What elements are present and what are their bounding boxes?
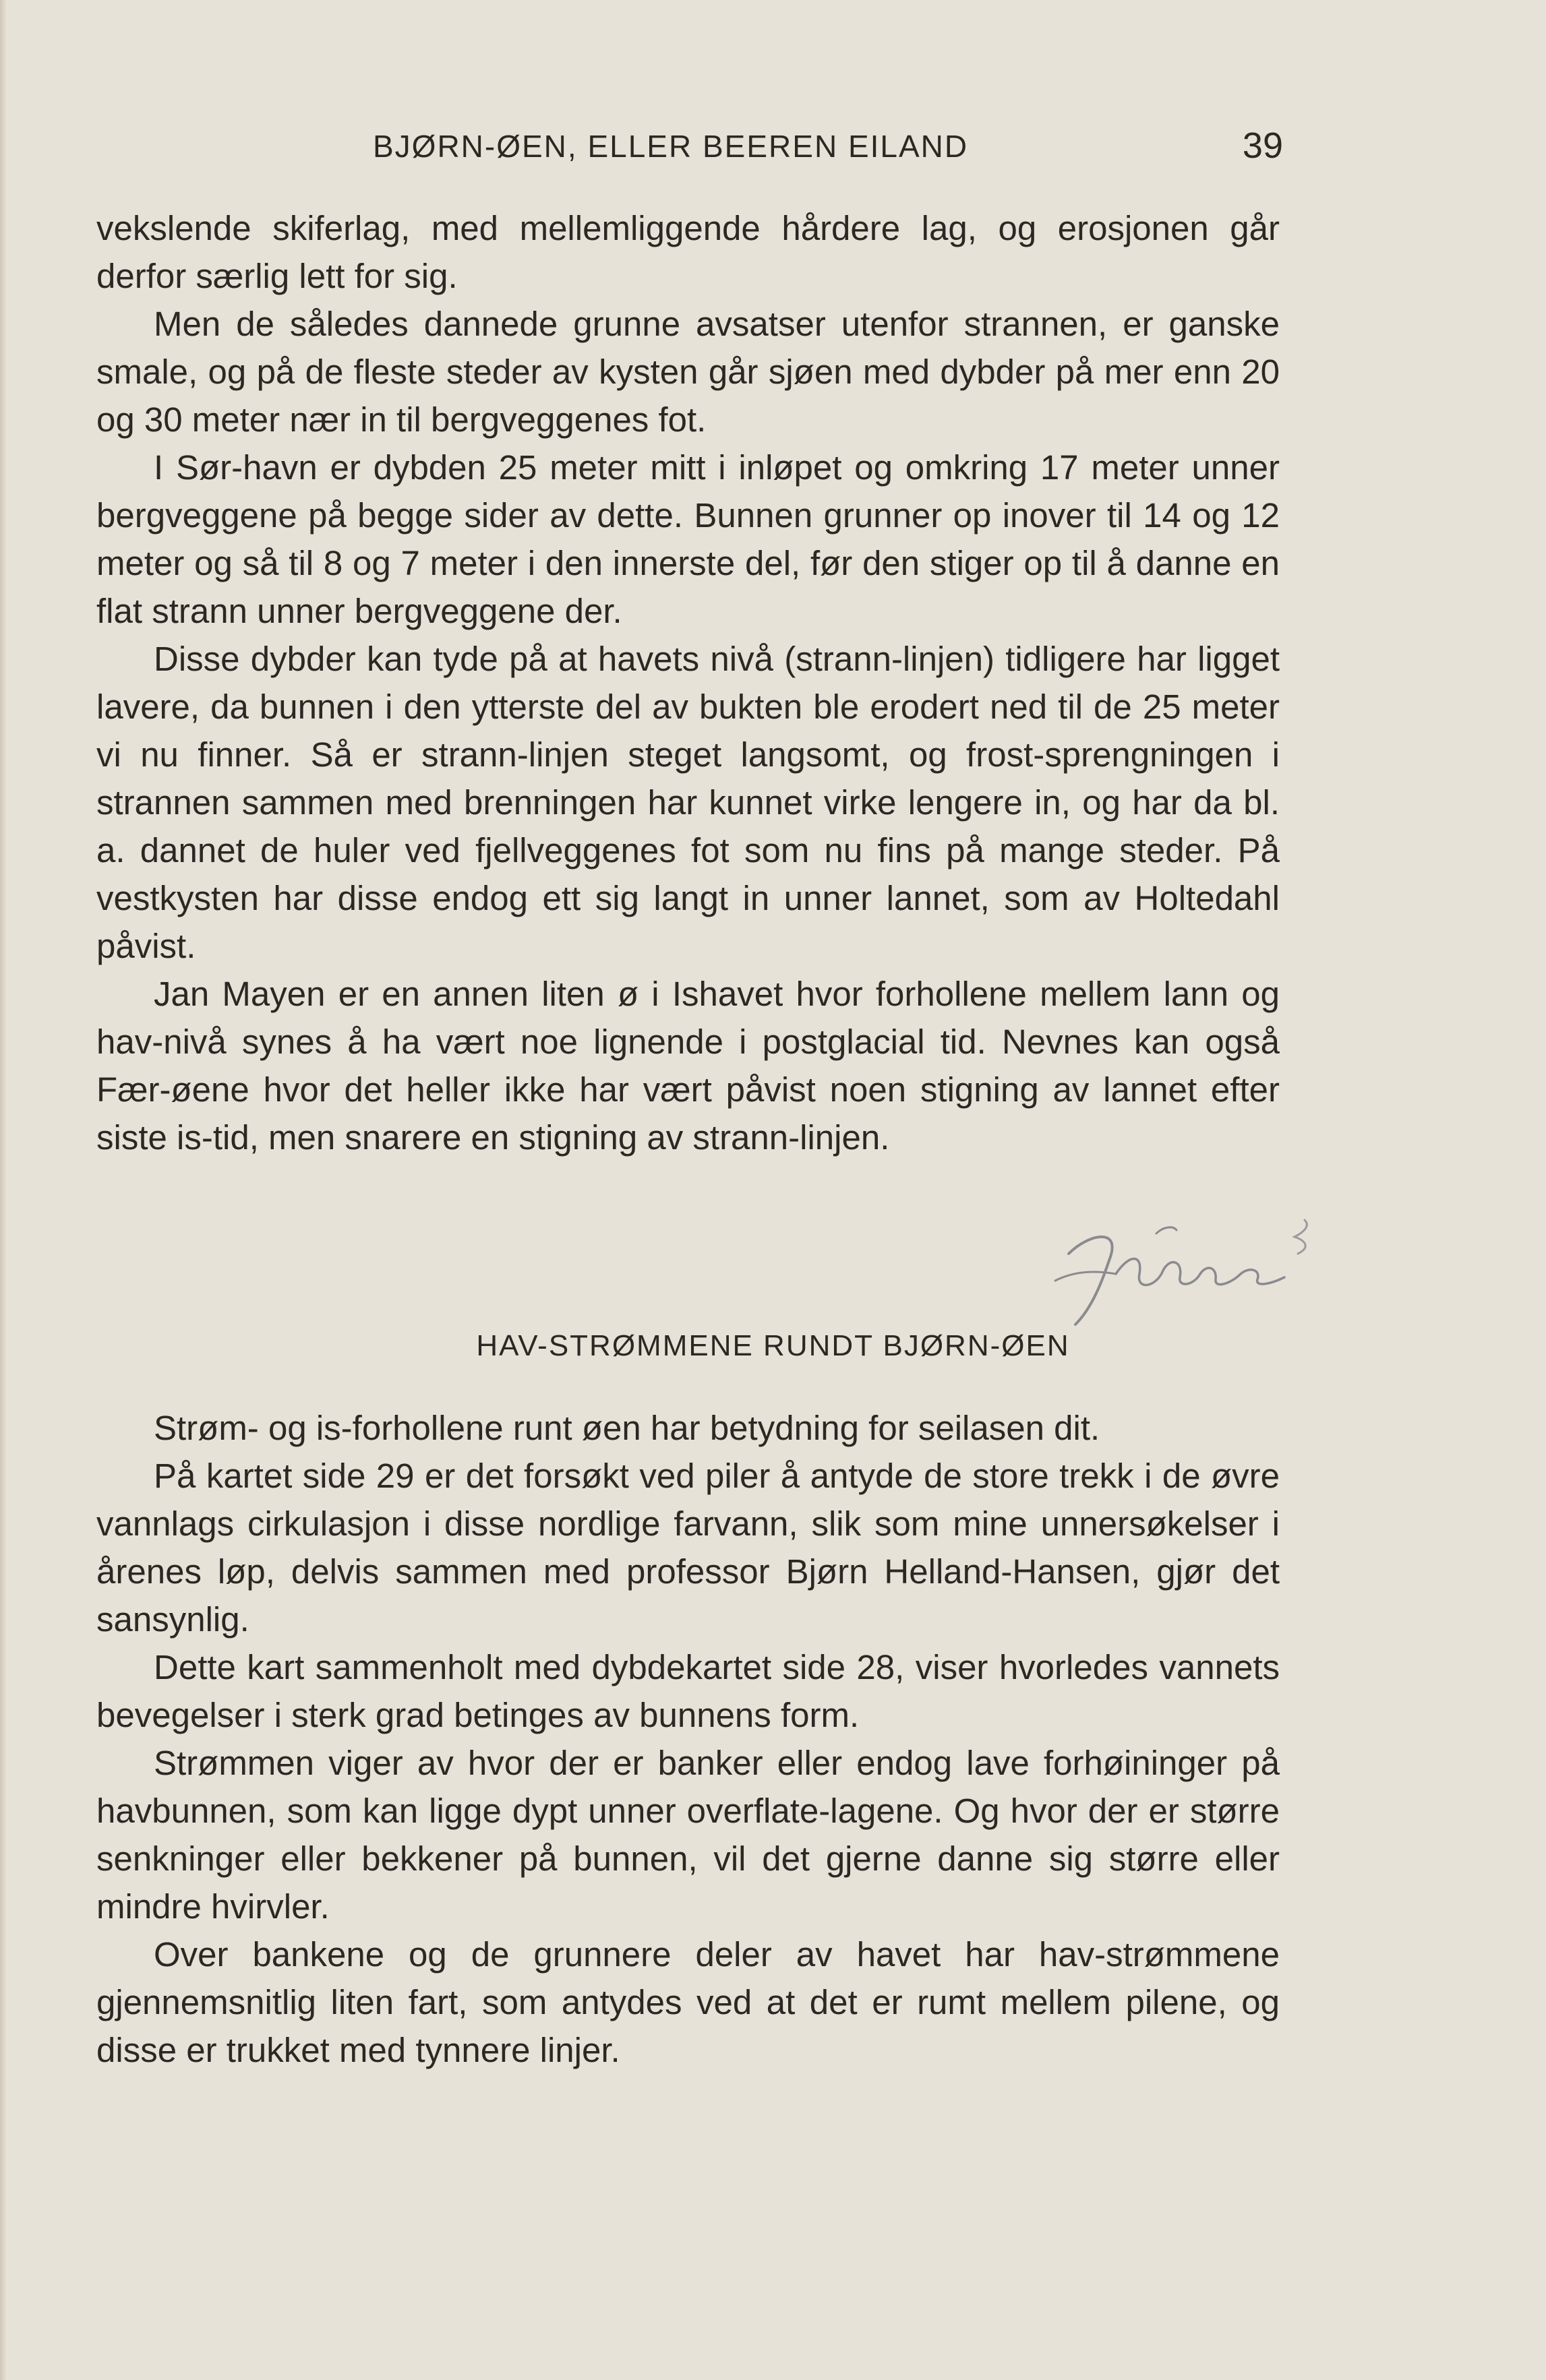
paragraph: vekslende skiferlag, med mellemliggende hårdere lag, og erosjonen går derfor særlig lett for sig. xyxy=(96,209,1280,295)
paragraph: På kartet side 29 er det forsøkt ved piler å antyde de store trekk i de øvre vannlags cirkulasjon i disse nordlige farvann, slik som mine unnersøkelser i årenes løp, delvis sammen med professor Bjørn Helland-Hansen, gjør det sansynlig. xyxy=(96,1457,1280,1639)
page-left-edge xyxy=(0,0,7,2380)
paragraph: Disse dybder kan tyde på at havets nivå (strann-linjen) tidligere har ligget lavere, da bunnen i den ytterste del av bukten ble erodert ned til de 25 meter vi nu finner. Så er strann-linjen steget langsomt, og frost-sprengningen i strannen sammen med brenningen har kunnet virke lengere in, og har da bl. a. dannet de huler ved fjellveggenes fot som nu fins på mange steder. På vestkysten har disse endog ett sig langt in unner lannet, som av Holtedahl påvist. xyxy=(96,640,1280,965)
running-title: BJØRN-ØEN, ELLER BEEREN EILAND xyxy=(373,129,969,164)
section-heading: HAV-STRØMMENE RUNDT BJØRN-ØEN xyxy=(476,1329,1070,1362)
body-text-section-1 xyxy=(96,204,1280,1161)
paragraph: Strøm- og is-forhollene runt øen har betydning for seilasen dit. xyxy=(154,1409,1100,1447)
paragraph: Over bankene og de grunnere deler av havet har hav-strømmene gjennemsnitlig liten fart, som antydes ved at det er rumt mellem pilene, og disse er trukket med tynnere linjer. xyxy=(96,1935,1280,2069)
page-number: 39 xyxy=(1242,125,1283,166)
page-header xyxy=(96,125,1283,172)
paragraph: I Sør-havn er dybden 25 meter mitt i inløpet og omkring 17 meter unner bergveggene på begge sider av dette. Bunnen grunner op inover til 14 og 12 meter og så til 8 og 7 meter i den innerste del, før den stiger op til å danne en flat strann unner bergveggene der. xyxy=(96,448,1280,630)
body-text-section-2 xyxy=(96,1404,1280,2074)
handwritten-signature xyxy=(1028,1207,1318,1335)
paragraph: Dette kart sammenholt med dybdekartet side 28, viser hvorledes vannets bevegelser i sterk grad betinges av bunnens form. xyxy=(96,1648,1280,1734)
paragraph: Strømmen viger av hvor der er banker eller endog lave forhøininger på havbunnen, som kan ligge dypt unner overflate-lagene. Og hvor der er større senkninger eller bekkener på bunnen, vil det gjerne danne sig større eller mindre hvirvler. xyxy=(96,1744,1280,1926)
paragraph: Men de således dannede grunne avsatser utenfor strannen, er ganske smale, og på de fleste steder av kysten går sjøen med dybder på mer enn 20 og 30 meter nær in til bergveggenes fot. xyxy=(96,305,1280,439)
paragraph: Jan Mayen er en annen liten ø i Ishavet hvor forhollene mellem lann og hav-nivå synes å ha vært noe lignende i postglacial tid. Nevnes kan også Fær-øene hvor det heller ikke har vært påvist noen stigning av lannet efter siste is-tid, men snarere en stigning av strann-linjen. xyxy=(96,975,1280,1157)
